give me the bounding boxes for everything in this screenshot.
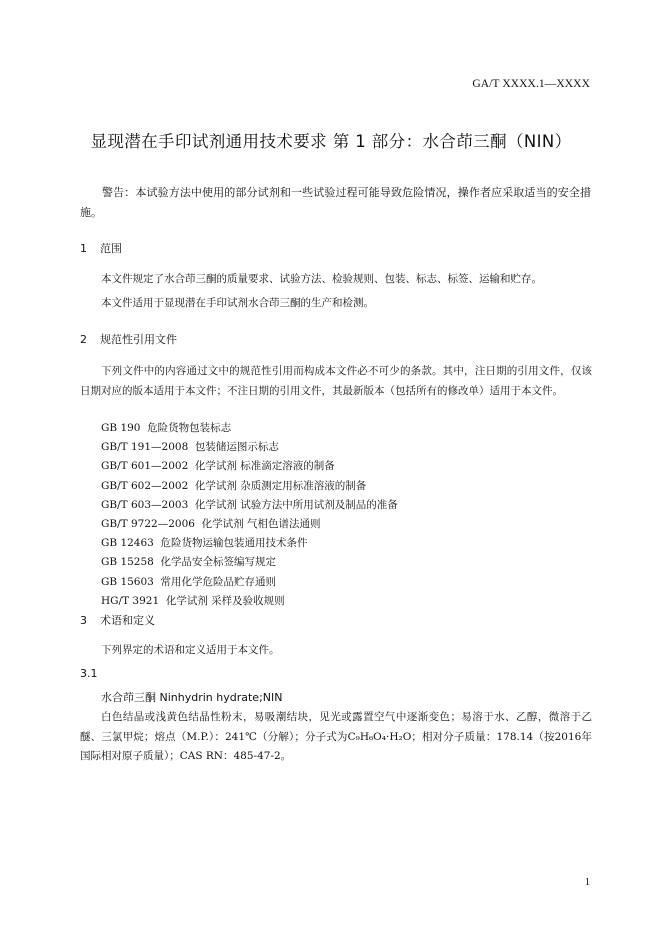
term-definition: 白色结晶或浅黄色结晶性粉末，易吸潮结块，见光或露置空气中逐渐变色；易溶于水、乙醇，微溶于乙醚、三氯甲烷；熔点（M.P.）：241℃（分解）；分子式为C₉H₆O₄·H₂O；相对分子质量：178.14（按2016年国际相对原子质量）；CAS RN：485-47-2。 — [80, 711, 592, 762]
reference-list — [101, 419, 398, 611]
reference-item: GB/T 602—2002 化学试剂 杂质测定用标准溶液的制备 — [101, 479, 367, 492]
section-2-heading — [80, 331, 177, 347]
reference-item: GB 15258 化学品安全标签编写规定 — [101, 556, 277, 569]
warning-note: 警告：本试验方法中使用的部分试剂和一些试验过程可能导致危险情况，操作者应采取适当的安全措施。 — [80, 186, 591, 219]
document-title: 显现潜在手印试剂通用技术要求 第 1 部分：水合茚三酮（NIN） — [90, 132, 572, 151]
reference-item: GB 190 危险货物包装标志 — [101, 422, 232, 434]
section-title: 规范性引用文件 — [100, 333, 177, 346]
section-number: 3 — [80, 614, 87, 627]
term-number: 3.1 — [80, 667, 98, 680]
reference-item: GB 15603 常用化学危险品贮存通则 — [101, 575, 277, 588]
section-number: 1 — [80, 242, 87, 255]
reference-item: GB 12463 危险货物运输包装通用技术条件 — [101, 537, 308, 550]
reference-item: GB/T 9722—2006 化学试剂 气相色谱法通则 — [101, 518, 321, 531]
term-name: 水合茚三酮 Ninhydrin hydrate;NIN — [101, 691, 283, 704]
reference-item: HG/T 3921 化学试剂 采样及验收规则 — [101, 594, 285, 607]
terms-intro-paragraph: 下列界定的术语和定义适用于本文件。 — [101, 644, 280, 656]
reference-item: GB/T 603—2003 化学试剂 试验方法中所用试剂及制品的准备 — [101, 498, 398, 511]
section-title: 范围 — [100, 242, 122, 255]
normative-refs-paragraph: 下列文件中的内容通过文中的规范性引用而构成本文件必不可少的条款。其中，注日期的引用文件，仅该日期对应的版本适用于本文件；不注日期的引用文件，其最新版本（包括所有的修改单）适用于本文件。 — [80, 365, 592, 397]
page-number: 1 — [584, 877, 590, 888]
section-title: 术语和定义 — [100, 614, 155, 627]
scope-paragraph-1: 本文件规定了水合茚三酮的质量要求、试验方法、检验规则、包装、标志、标签、运输和贮存。 — [101, 273, 542, 285]
doc-number-header: GA/T XXXX.1—XXXX — [472, 78, 590, 90]
section-number: 2 — [80, 333, 87, 346]
reference-item: GB/T 191—2008 包装储运图示标志 — [101, 441, 279, 454]
scope-paragraph-2: 本文件适用于显现潜在手印试剂水合茚三酮的生产和检测。 — [101, 297, 374, 309]
section-3-heading — [80, 612, 155, 628]
section-1-heading — [80, 240, 122, 256]
reference-item: GB/T 601—2002 化学试剂 标准滴定溶液的制备 — [101, 460, 335, 473]
